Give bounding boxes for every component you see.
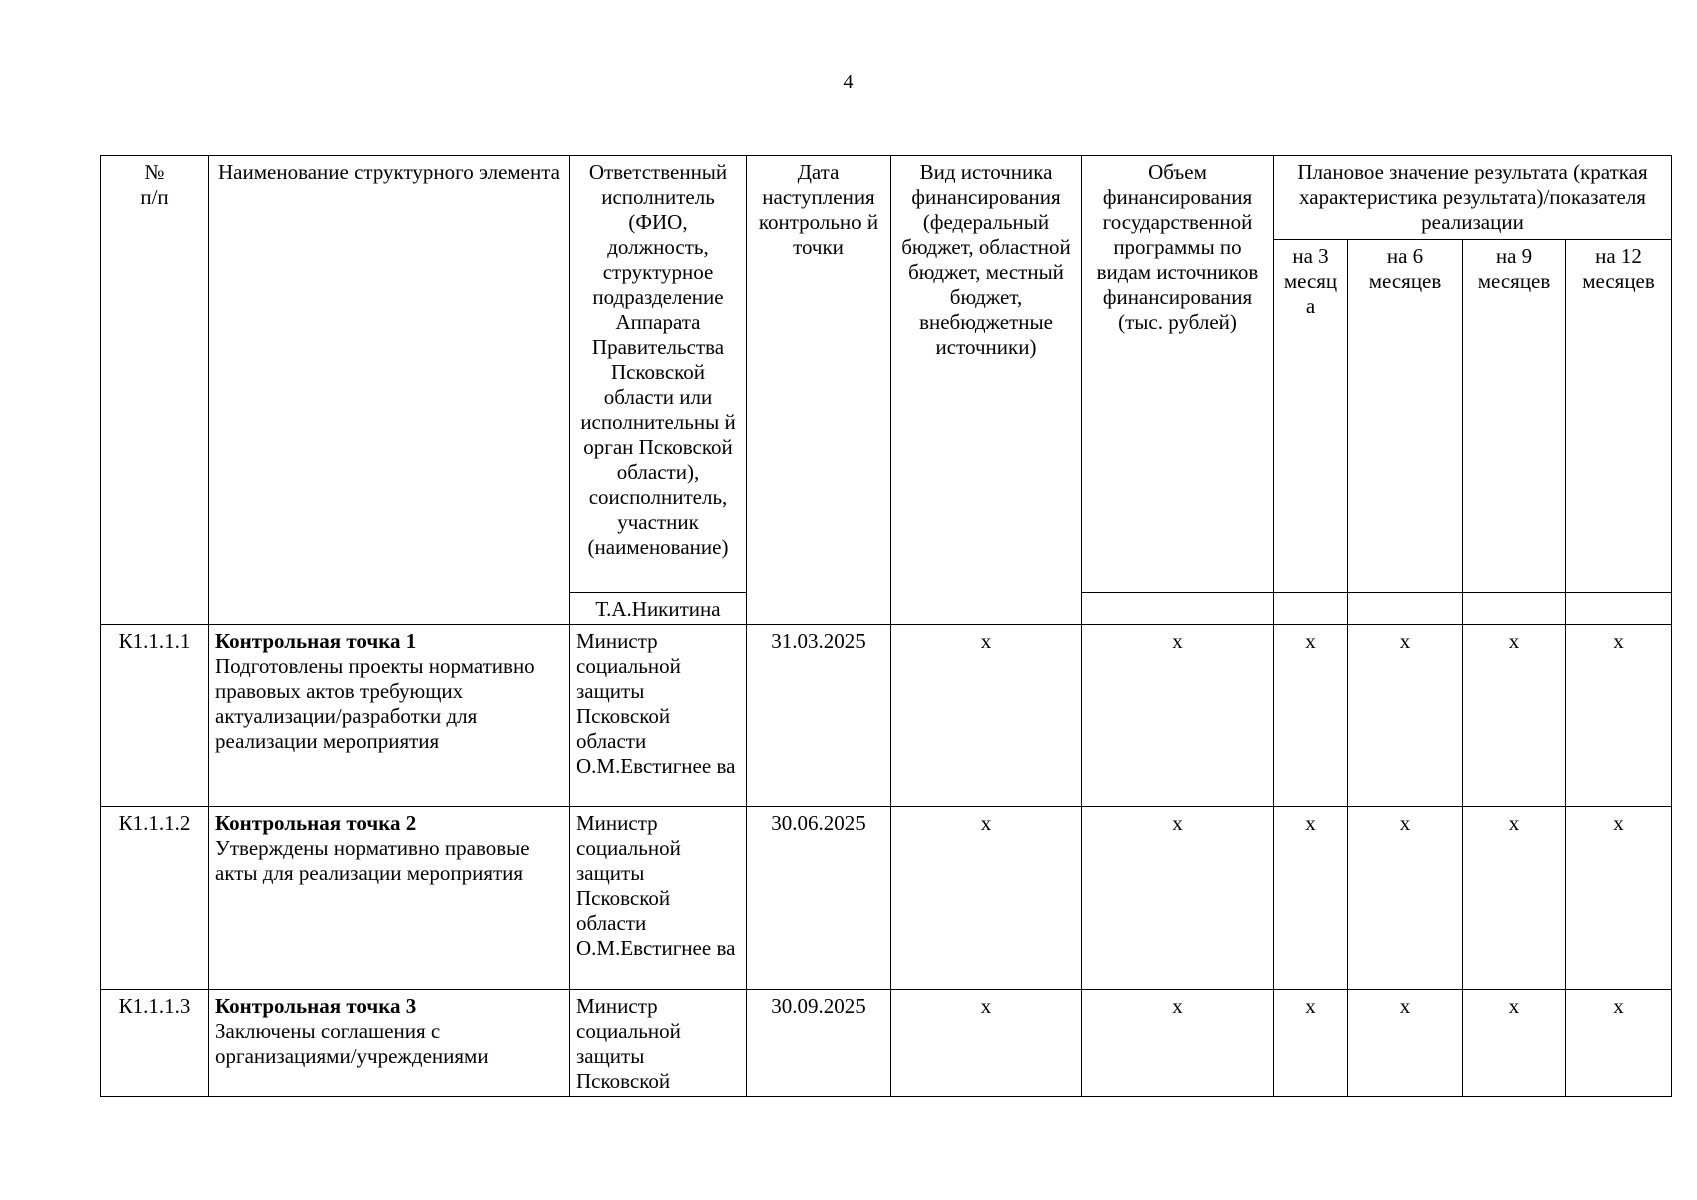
table-row — [101, 990, 1672, 1097]
row-title: Контрольная точка 2 — [215, 811, 417, 835]
header-empty-cell — [1082, 593, 1274, 625]
page-number: 4 — [843, 71, 854, 93]
row-funding-source: х — [891, 625, 1082, 807]
row-responsible: Министр социальной защиты Псковской области О.М.Евстигнее ва — [570, 807, 747, 990]
header-6-months: на 6 месяцев — [1348, 240, 1463, 593]
row-3-months: х — [1274, 807, 1348, 990]
header-date: Дата наступления контрольно й точки — [747, 156, 891, 625]
row-12-months: х — [1566, 625, 1672, 807]
header-12-months: на 12 месяцев — [1566, 240, 1672, 593]
row-description-text: Заключены соглашения с организациями/учреждениями — [215, 1019, 489, 1068]
row-3-months: х — [1274, 625, 1348, 807]
row-description — [209, 625, 570, 807]
row-9-months: х — [1463, 807, 1566, 990]
row-6-months: х — [1348, 990, 1463, 1097]
header-structural-element: Наименование структурного элемента — [209, 156, 570, 625]
header-empty-cell — [1348, 593, 1463, 625]
row-date: 31.03.2025 — [747, 625, 891, 807]
row-number: К1.1.1.3 — [101, 990, 209, 1097]
row-9-months: х — [1463, 990, 1566, 1097]
header-responsible: Ответственный исполнитель (ФИО, должность, структурное подразделение Аппарата Правительства Псковской области или исполнительны й орган Псковской области), соисполнитель, участник (наименование) — [570, 156, 747, 593]
row-funding-source: х — [891, 990, 1082, 1097]
row-title: Контрольная точка 1 — [215, 629, 417, 653]
table-row — [101, 807, 1672, 990]
row-description — [209, 807, 570, 990]
table-row — [101, 625, 1672, 807]
row-responsible: Министр социальной защиты Псковской — [570, 990, 747, 1097]
header-responsible-name: Т.А.Никитина — [570, 593, 747, 625]
row-12-months: х — [1566, 990, 1672, 1097]
row-funding-source: х — [891, 807, 1082, 990]
row-12-months: х — [1566, 807, 1672, 990]
row-9-months: х — [1463, 625, 1566, 807]
header-number: № п/п — [101, 156, 209, 625]
header-empty-cell — [1274, 593, 1348, 625]
header-planned-value: Плановое значение результата (краткая характеристика результата)/показателя реализации — [1274, 156, 1672, 240]
header-funding-source: Вид источника финансирования (федеральный бюджет, областной бюджет, местный бюджет, внебюджетные источники) — [891, 156, 1082, 625]
row-funding-volume: х — [1082, 625, 1274, 807]
row-date: 30.06.2025 — [747, 807, 891, 990]
control-points-table — [100, 155, 1672, 1097]
row-description — [209, 990, 570, 1097]
header-empty-cell — [1463, 593, 1566, 625]
row-description-text: Утверждены нормативно правовые акты для реализации мероприятия — [215, 836, 530, 885]
header-funding-volume: Объем финансирования государственной программы по видам источников финансирования (тыс. рублей) — [1082, 156, 1274, 593]
header-empty-cell — [1566, 593, 1672, 625]
row-number: К1.1.1.1 — [101, 625, 209, 807]
row-date: 30.09.2025 — [747, 990, 891, 1097]
row-funding-volume: х — [1082, 990, 1274, 1097]
row-3-months: х — [1274, 990, 1348, 1097]
header-3-months: на 3 месяц а — [1274, 240, 1348, 593]
row-title: Контрольная точка 3 — [215, 994, 417, 1018]
row-description-text: Подготовлены проекты нормативно правовых актов требующих актуализации/разработки для реализации мероприятия — [215, 654, 535, 753]
row-number: К1.1.1.2 — [101, 807, 209, 990]
header-9-months: на 9 месяцев — [1463, 240, 1566, 593]
row-6-months: х — [1348, 807, 1463, 990]
row-responsible: Министр социальной защиты Псковской области О.М.Евстигнее ва — [570, 625, 747, 807]
row-6-months: х — [1348, 625, 1463, 807]
row-funding-volume: х — [1082, 807, 1274, 990]
